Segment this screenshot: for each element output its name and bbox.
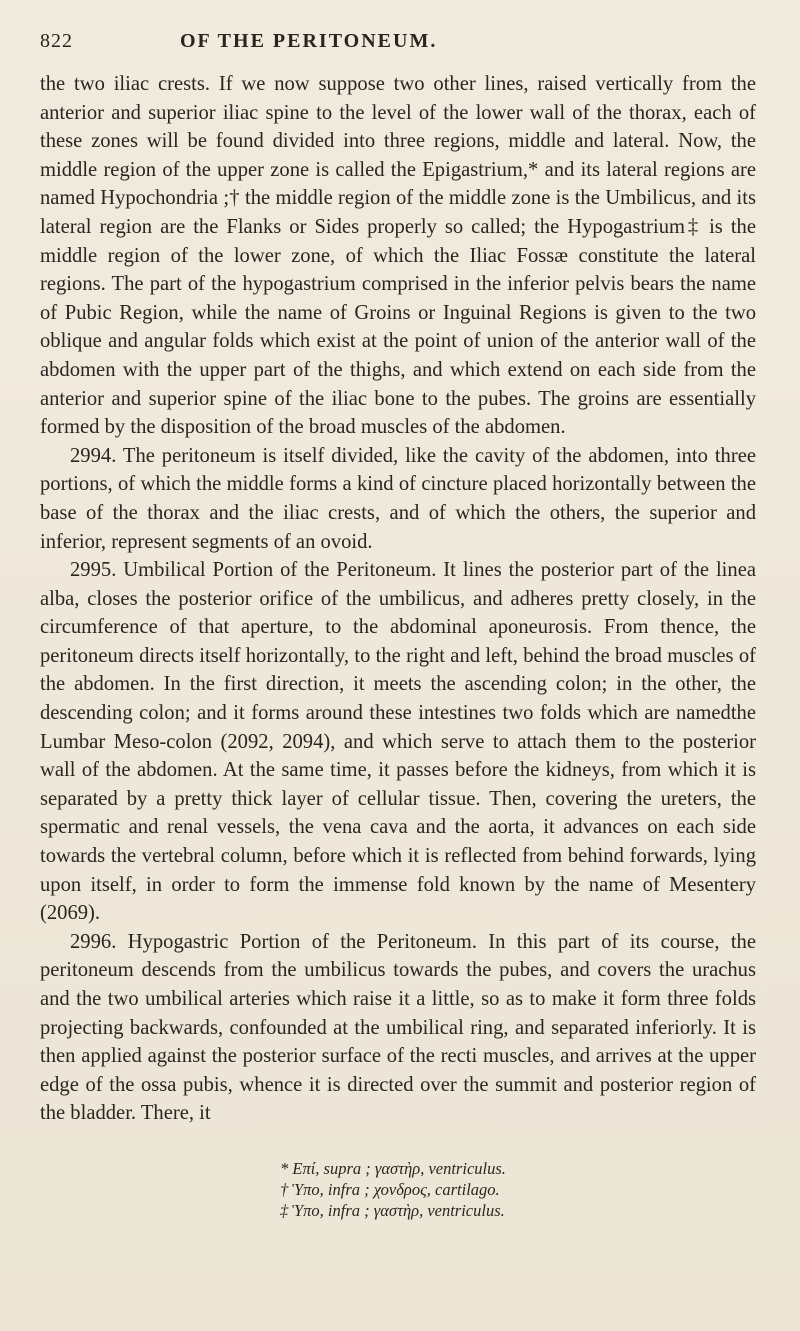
page-number: 822 xyxy=(40,30,73,52)
header-title: OF THE PERITONEUM. xyxy=(180,30,438,52)
paragraph-2994: 2994. The peritoneum is itself divided, like the cavity of the abdomen, into three portions, of which the middle forms a kind of cincture placed horizontally between the base of the thorax and the iliac crests, and of which the others, the superior and inferior, represent segments of an ovoid. xyxy=(40,444,756,553)
footnotes xyxy=(40,1158,756,1221)
paragraph-2996: 2996. Hypogastric Portion of the Peritoneum. In this part of its course, the peritoneum descends from the umbilicus towards the pubes, and covers the urachus and the two umbilical arteries which raise it a little, so as to make it form three folds projecting backwards, confounded at the umbilical ring, and separated inferiorly. It is then applied against the posterior surface of the recti muscles, and arrives at the upper edge of the ossa pubis, whence it is directed over the summit and posterior region of the bladder. There, it xyxy=(40,930,756,1125)
footnote-hypogastrium: ‡ Ὑπο, infra ; γαστὴρ, ventriculus. xyxy=(280,1200,505,1220)
paragraph-2995: 2995. Umbilical Portion of the Peritoneum. It lines the posterior part of the linea alba, closes the posterior orifice of the umbilicus, and adheres pretty closely, in the circumference of that aperture, to the abdominal aponeurosis. From thence, the peritoneum directs itself horizontally, to the right and left, behind the broad muscles of the abdomen. In the first direction, it meets the ascending colon; in the other, the descending colon; and it forms around these intestines two folds which are namedthe Lumbar Meso-colon (2092, 2094), and which serve to attach them to the posterior wall of the abdomen. At the same time, it passes before the kidneys, from which it is separated by a pretty thick layer of cellular tissue. Then, covering the ureters, the spermatic and renal vessels, the vena cava and the aorta, it advances on each side towards the vertebral column, before which it is reflected from behind forwards, lying upon itself, in order to form the immense fold known by the name of Mesentery (2069). xyxy=(40,559,756,925)
running-head xyxy=(40,30,756,62)
footnote-epigastrium: * Επί, supra ; γαστὴρ, ventriculus. xyxy=(280,1158,506,1178)
paragraph-regions: the two iliac crests. If we now suppose two other lines, raised vertically from the anterior and superior iliac spine to the level of the lower wall of the thorax, each of these zones will be found divided into three regions, middle and lateral. Now, the middle region of the upper zone is called the Epigastrium,* and its lateral regions are named Hypochondria ;† the middle region of the middle zone is the Umbilicus, and its lateral region are the Flanks or Sides properly so called; the Hypogastrium‡ is the middle region of the lower zone, of which the Iliac Fossæ constitute the lateral regions. The part of the hypogastrium comprised in the inferior pelvis bears the name of Pubic Region, while the name of Groins or Inguinal Regions is given to the two oblique and angular folds which exist at the point of union of the anterior wall of the abdomen with the upper part of the thighs, and which extend on each side from the anterior and superior spine of the iliac bone to the pubes. The groins are essentially formed by the disposition of the broad muscles of the abdomen. xyxy=(40,73,756,439)
body-text xyxy=(40,70,756,1128)
footnote-hypochondria: † Ὑπο, infra ; χονδρος, cartilago. xyxy=(280,1179,500,1199)
